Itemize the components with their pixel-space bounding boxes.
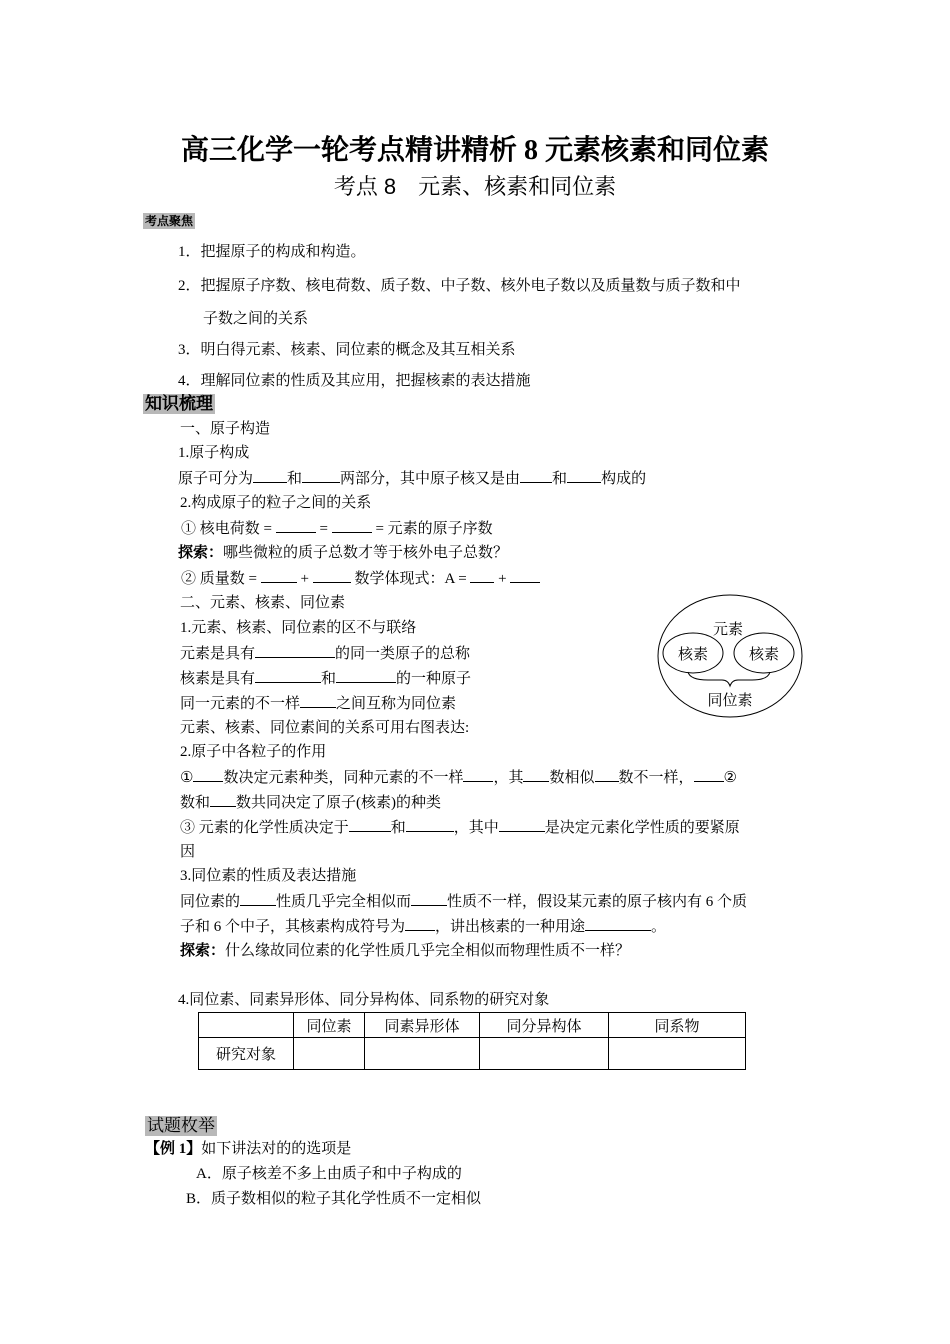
part2-heading: 二、元素、核素、同位素 (180, 595, 346, 611)
part1-heading: 一、原子构造 (180, 421, 271, 437)
mass-number-line: ② 质量数 = + 数学体现式：A = + (181, 568, 540, 589)
part2-sub2: 2.原子中各粒子的作用 (180, 744, 327, 760)
document-subtitle: 考点 8 元素、核素和同位素 (333, 174, 617, 199)
blank[interactable] (302, 468, 340, 483)
blank[interactable] (336, 668, 396, 683)
particle-role-line-1: ① 数决定元素种类，同种元素的不一样 ，其 数相似 数不一样， ② (180, 767, 737, 788)
table-header-cell: 同素异形体 (365, 1013, 480, 1038)
blank[interactable] (470, 568, 494, 583)
chem-property-line: ③ 元素的化学性质决定于 和 ，其中 是决定元素化学性质的要紧原 (180, 817, 740, 838)
blank[interactable] (585, 916, 651, 931)
blank[interactable] (253, 468, 287, 483)
table-header-cell (199, 1013, 294, 1038)
example-1-option-b: B．质子数相似的粒子其化学性质不一定相似 (186, 1191, 482, 1207)
table-header-cell: 同系物 (609, 1013, 746, 1038)
element-nuclide-isotope-diagram (650, 590, 810, 725)
part2-sub1: 1.元素、核素、同位素的区不与联络 (180, 620, 417, 636)
blank[interactable] (595, 767, 619, 782)
blank[interactable] (332, 518, 372, 533)
isotope-property-line-1: 同位素的 性质几乎完全相似而 性质不一样，假设某元素的原子核内有 6 个质 (180, 891, 747, 912)
focus-item-1: 1．把握原子的构成和构造。 (178, 244, 366, 260)
diagram-element-label: 元素 (712, 622, 744, 638)
example-1-question: 【例 1】如下讲法对的的选项是 (145, 1141, 352, 1157)
blank[interactable] (520, 468, 552, 483)
blank[interactable] (694, 767, 724, 782)
table-header-cell: 同位素 (294, 1013, 365, 1038)
explore-2: 探索：什么缘故同位素的化学性质几乎完全相似而物理性质不一样？ (180, 943, 631, 959)
explore-1: 探索：哪些微粒的质子总数才等于核外电子总数？ (178, 545, 509, 561)
atom-composition-line: 原子可分为 和 两部分，其中原子核又是由 和 构成的 (178, 468, 646, 489)
focus-item-2: 2．把握原子序数、核电荷数、质子数、中子数、核外电子数以及质量数与质子数和中 (178, 278, 741, 294)
blank[interactable] (349, 817, 391, 832)
blank[interactable] (313, 568, 351, 583)
blank[interactable] (276, 518, 316, 533)
blank[interactable] (261, 568, 297, 583)
nuclide-definition: 核素是具有 和 的一种原子 (180, 668, 471, 689)
isotope-property-line-2: 子和 6 个中子，其核素构成符号为 ，讲出核素的一种用途 。 (180, 916, 666, 937)
diagram-nuclide-left: 核素 (677, 647, 709, 663)
blank[interactable] (300, 693, 336, 708)
part1-sub1: 1.原子构成 (178, 445, 250, 461)
isotope-definition: 同一元素的不一样 之间互称为同位素 (180, 693, 456, 714)
table-header-cell: 同分异构体 (480, 1013, 609, 1038)
blank[interactable] (193, 767, 223, 782)
section-tag-knowledge: 知识梳理 (145, 394, 213, 413)
part2-sub4: 4.同位素、同素异形体、同分异构体、同系物的研究对象 (178, 992, 550, 1008)
blank[interactable] (567, 468, 601, 483)
blank[interactable] (255, 668, 321, 683)
section-tag-examples: 试题枚举 (147, 1116, 215, 1135)
document-title: 高三化学一轮考点精讲精析 8 元素核素和同位素 (180, 135, 769, 166)
diagram-isotope-label: 同位素 (707, 693, 753, 709)
table-cell[interactable] (609, 1038, 746, 1070)
blank[interactable] (510, 568, 540, 583)
part2-sub3: 3.同位素的性质及表达措施 (180, 868, 357, 884)
blank[interactable] (405, 916, 435, 931)
research-object-table (198, 1012, 746, 1070)
nuclear-charge-line: ① 核电荷数 = = = 元素的原子序数 (181, 518, 493, 539)
blank[interactable] (255, 643, 335, 658)
table-cell[interactable] (480, 1038, 609, 1070)
chem-property-line-cont: 因 (180, 844, 196, 860)
focus-item-2-cont: 子数之间的关系 (203, 311, 309, 327)
table-cell[interactable] (294, 1038, 365, 1070)
blank[interactable] (406, 817, 454, 832)
diagram-nuclide-right: 核素 (748, 647, 780, 663)
table-cell[interactable] (365, 1038, 480, 1070)
blank[interactable] (499, 817, 545, 832)
particle-role-line-2: 数和 数共同决定了原子(核素)的种类 (180, 792, 441, 813)
relation-note: 元素、核素、同位素间的关系可用右图表达: (180, 720, 470, 736)
blank[interactable] (463, 767, 493, 782)
focus-item-3: 3．明白得元素、核素、同位素的概念及其互相关系 (178, 342, 516, 358)
blank[interactable] (523, 767, 549, 782)
part1-sub2: 2.构成原子的粒子之间的关系 (180, 495, 372, 511)
isotope-brace (688, 672, 770, 686)
section-tag-focus: 考点聚焦 (145, 214, 194, 228)
example-1-option-a: A．原子核差不多上由质子和中子构成的 (196, 1166, 462, 1182)
blank[interactable] (210, 792, 236, 807)
blank[interactable] (411, 891, 447, 906)
table-row-label: 研究对象 (199, 1038, 294, 1070)
element-definition: 元素是具有 的同一类原子的总称 (180, 643, 470, 664)
focus-item-4: 4．理解同位素的性质及其应用，把握核素的表达措施 (178, 373, 531, 389)
blank[interactable] (240, 891, 276, 906)
